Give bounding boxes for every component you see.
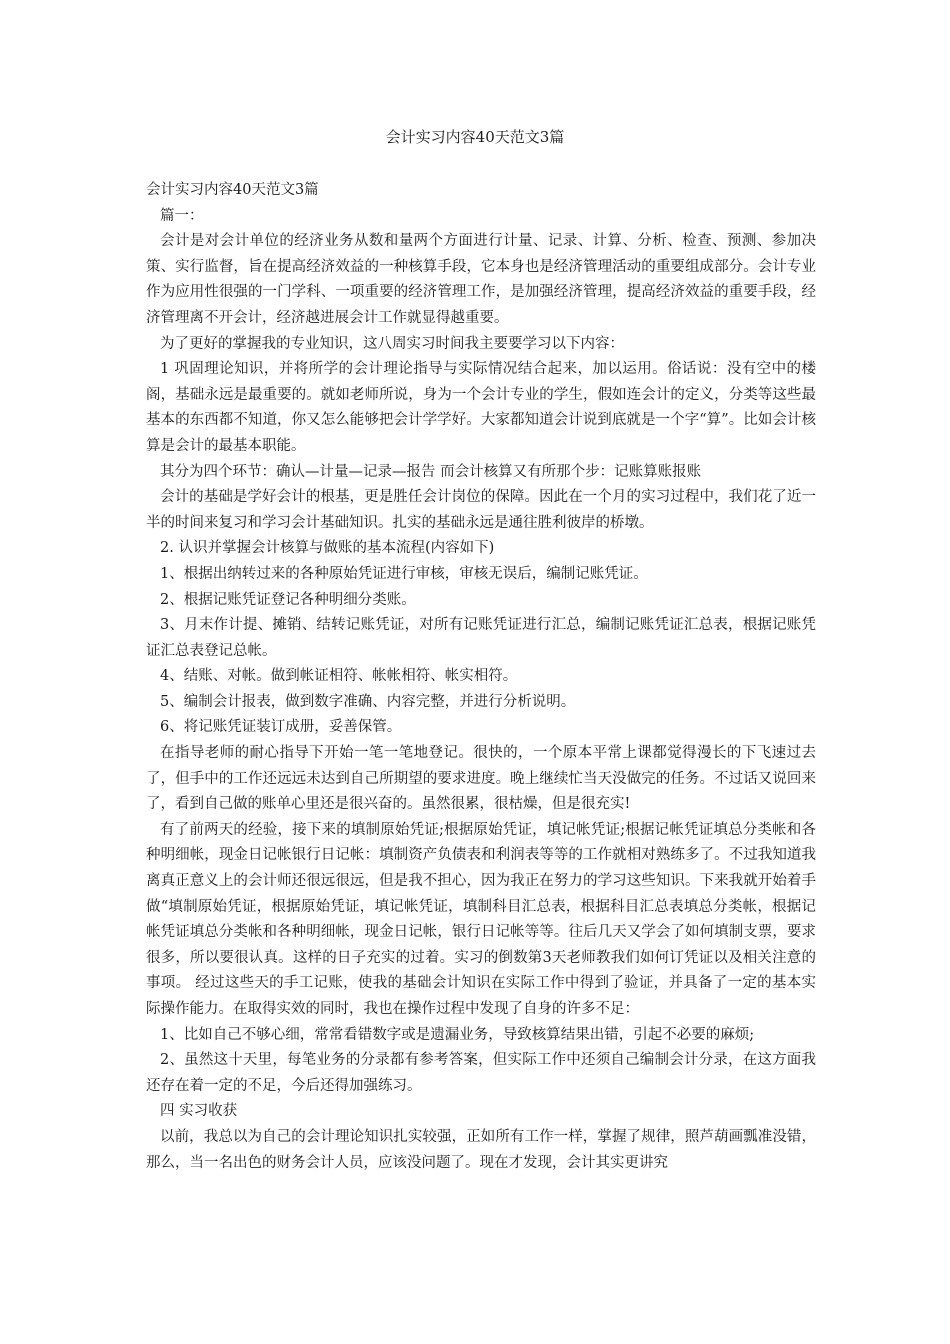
paragraph: 1 巩固理论知识，并将所学的会计理论指导与实际情况结合起来，加以运用。俗话说：没有空中的楼阁，基础永远是最重要的。就如老师所说，身为一个会计专业的学生，假如连会计的定义，分类等这些最基本的东西都不知道，你又怎么能够把会计学学好。大家都知道会计说到底就是一个字“算”。比如会计核算是会计的最基本职能。 xyxy=(146,361,816,454)
section-label: 篇一： xyxy=(160,207,204,224)
body-heading: 会计实习内容40天范文3篇 xyxy=(146,182,319,198)
paragraph: 其分为四个环节：确认—计量—记录—报告 而会计核算又有所那个步：记账算账报账 xyxy=(160,463,702,480)
list-item: 2、根据记账凭证登记各种明细分类账。 xyxy=(160,591,416,608)
paragraph: 为了更好的掌握我的专业知识，这八周实习时间我主要要学习以下内容： xyxy=(160,335,624,352)
list-item: 6、将记账凭证装订成册，妥善保管。 xyxy=(160,719,402,736)
section-label: 四 实习收获 xyxy=(160,1103,238,1120)
list-item: 3、月末作计提、摊销、结转记账凭证，对所有记账凭证进行汇总，编制记账凭证汇总表，根据记账凭证汇总表登记总帐。 xyxy=(146,617,816,659)
paragraph: 2. 认识并掌握会计核算与做账的基本流程(内容如下) xyxy=(160,540,495,557)
paragraph: 以前，我总以为自己的会计理论知识扎实较强，正如所有工作一样，掌握了规律，照芦葫画瓢准没错，那么，当一名出色的财务会计人员，应该没问题了。现在才发现，会计其实更讲究 xyxy=(146,1128,816,1171)
paragraph: 会计是对会计单位的经济业务从数和量两个方面进行计量、记录、计算、分析、检查、预测、参加决策、实行监督，旨在提高经济效益的一种核算手段，它本身也是经济管理活动的重要组成部分。会计专业作为应用性很强的一门学科、一项重要的经济管理工作，是加强经济管理，提高经济效益的重要手段，经济管理离不开会计，经济越进展会计工作就显得越重要。 xyxy=(146,233,816,326)
list-item: 4、结账、对帐。做到帐证相符、帐帐相符、帐实相符。 xyxy=(160,668,518,685)
paragraph: 有了前两天的经验，接下来的填制原始凭证;根据原始凭证，填记帐凭证;根据记帐凭证填总分类帐和各种明细帐，现金日记帐银行日记帐：填制资产负债表和利润表等等的工作就相对熟练多了。不过我知道我离真正意义上的会计师还很远很远，但是我不担心，因为我正在努力的学习这些知识。下来我就开始着手做“填制原始凭证，根据原始凭证，填记帐凭证，填制科目汇总表，根据科目汇总表填总分类帐，根据记帐凭证填总分类帐和各种明细帐，现金日记帐，银行日记帐等等。往后几天又学会了如何填制支票，要求很多，所以要很认真。这样的日子充实的过着。实习的倒数第3天老师教我们如何订凭证以及相关注意的事项。 经过这些天的手工记账，使我的基础会计知识在实际工作中得到了验证，并具备了一定的基本实际操作能力。在取得实效的同时，我也在操作过程中发现了自身的许多不足： xyxy=(146,821,816,1017)
paragraph: 在指导老师的耐心指导下开始一笔一笔地登记。很快的，一个原本平常上课都觉得漫长的下飞速过去了，但手中的工作还远远未达到自己所期望的要求进度。晚上继续忙当天没做完的任务。不过话又说回来了，看到自己做的账单心里还是很兴奋的。虽然很累，很枯燥，但是很充实! xyxy=(146,745,816,813)
page-title: 会计实习内容40天范文3篇 xyxy=(385,128,565,146)
document-body xyxy=(146,178,816,1176)
list-item: 1、比如自己不够心细，常常看错数字或是遗漏业务，导致核算结果出错，引起不必要的麻烦; xyxy=(160,1026,755,1043)
list-item: 2、虽然这十天里，每笔业务的分录都有参考答案，但实际工作中还须自己编制会计分录，在这方面我还存在着一定的不足，今后还得加强练习。 xyxy=(146,1052,816,1094)
list-item: 5、编制会计报表，做到数字准确、内容完整，并进行分析说明。 xyxy=(160,693,576,710)
list-item: 1、根据出纳转过来的各种原始凭证进行审核，审核无误后，编制记账凭证。 xyxy=(160,565,648,582)
paragraph: 会计的基础是学好会计的根基，更是胜任会计岗位的保障。因此在一个月的实习过程中，我们花了近一半的时间来复习和学习会计基础知识。扎实的基础永远是通往胜利彼岸的桥墩。 xyxy=(146,489,816,531)
